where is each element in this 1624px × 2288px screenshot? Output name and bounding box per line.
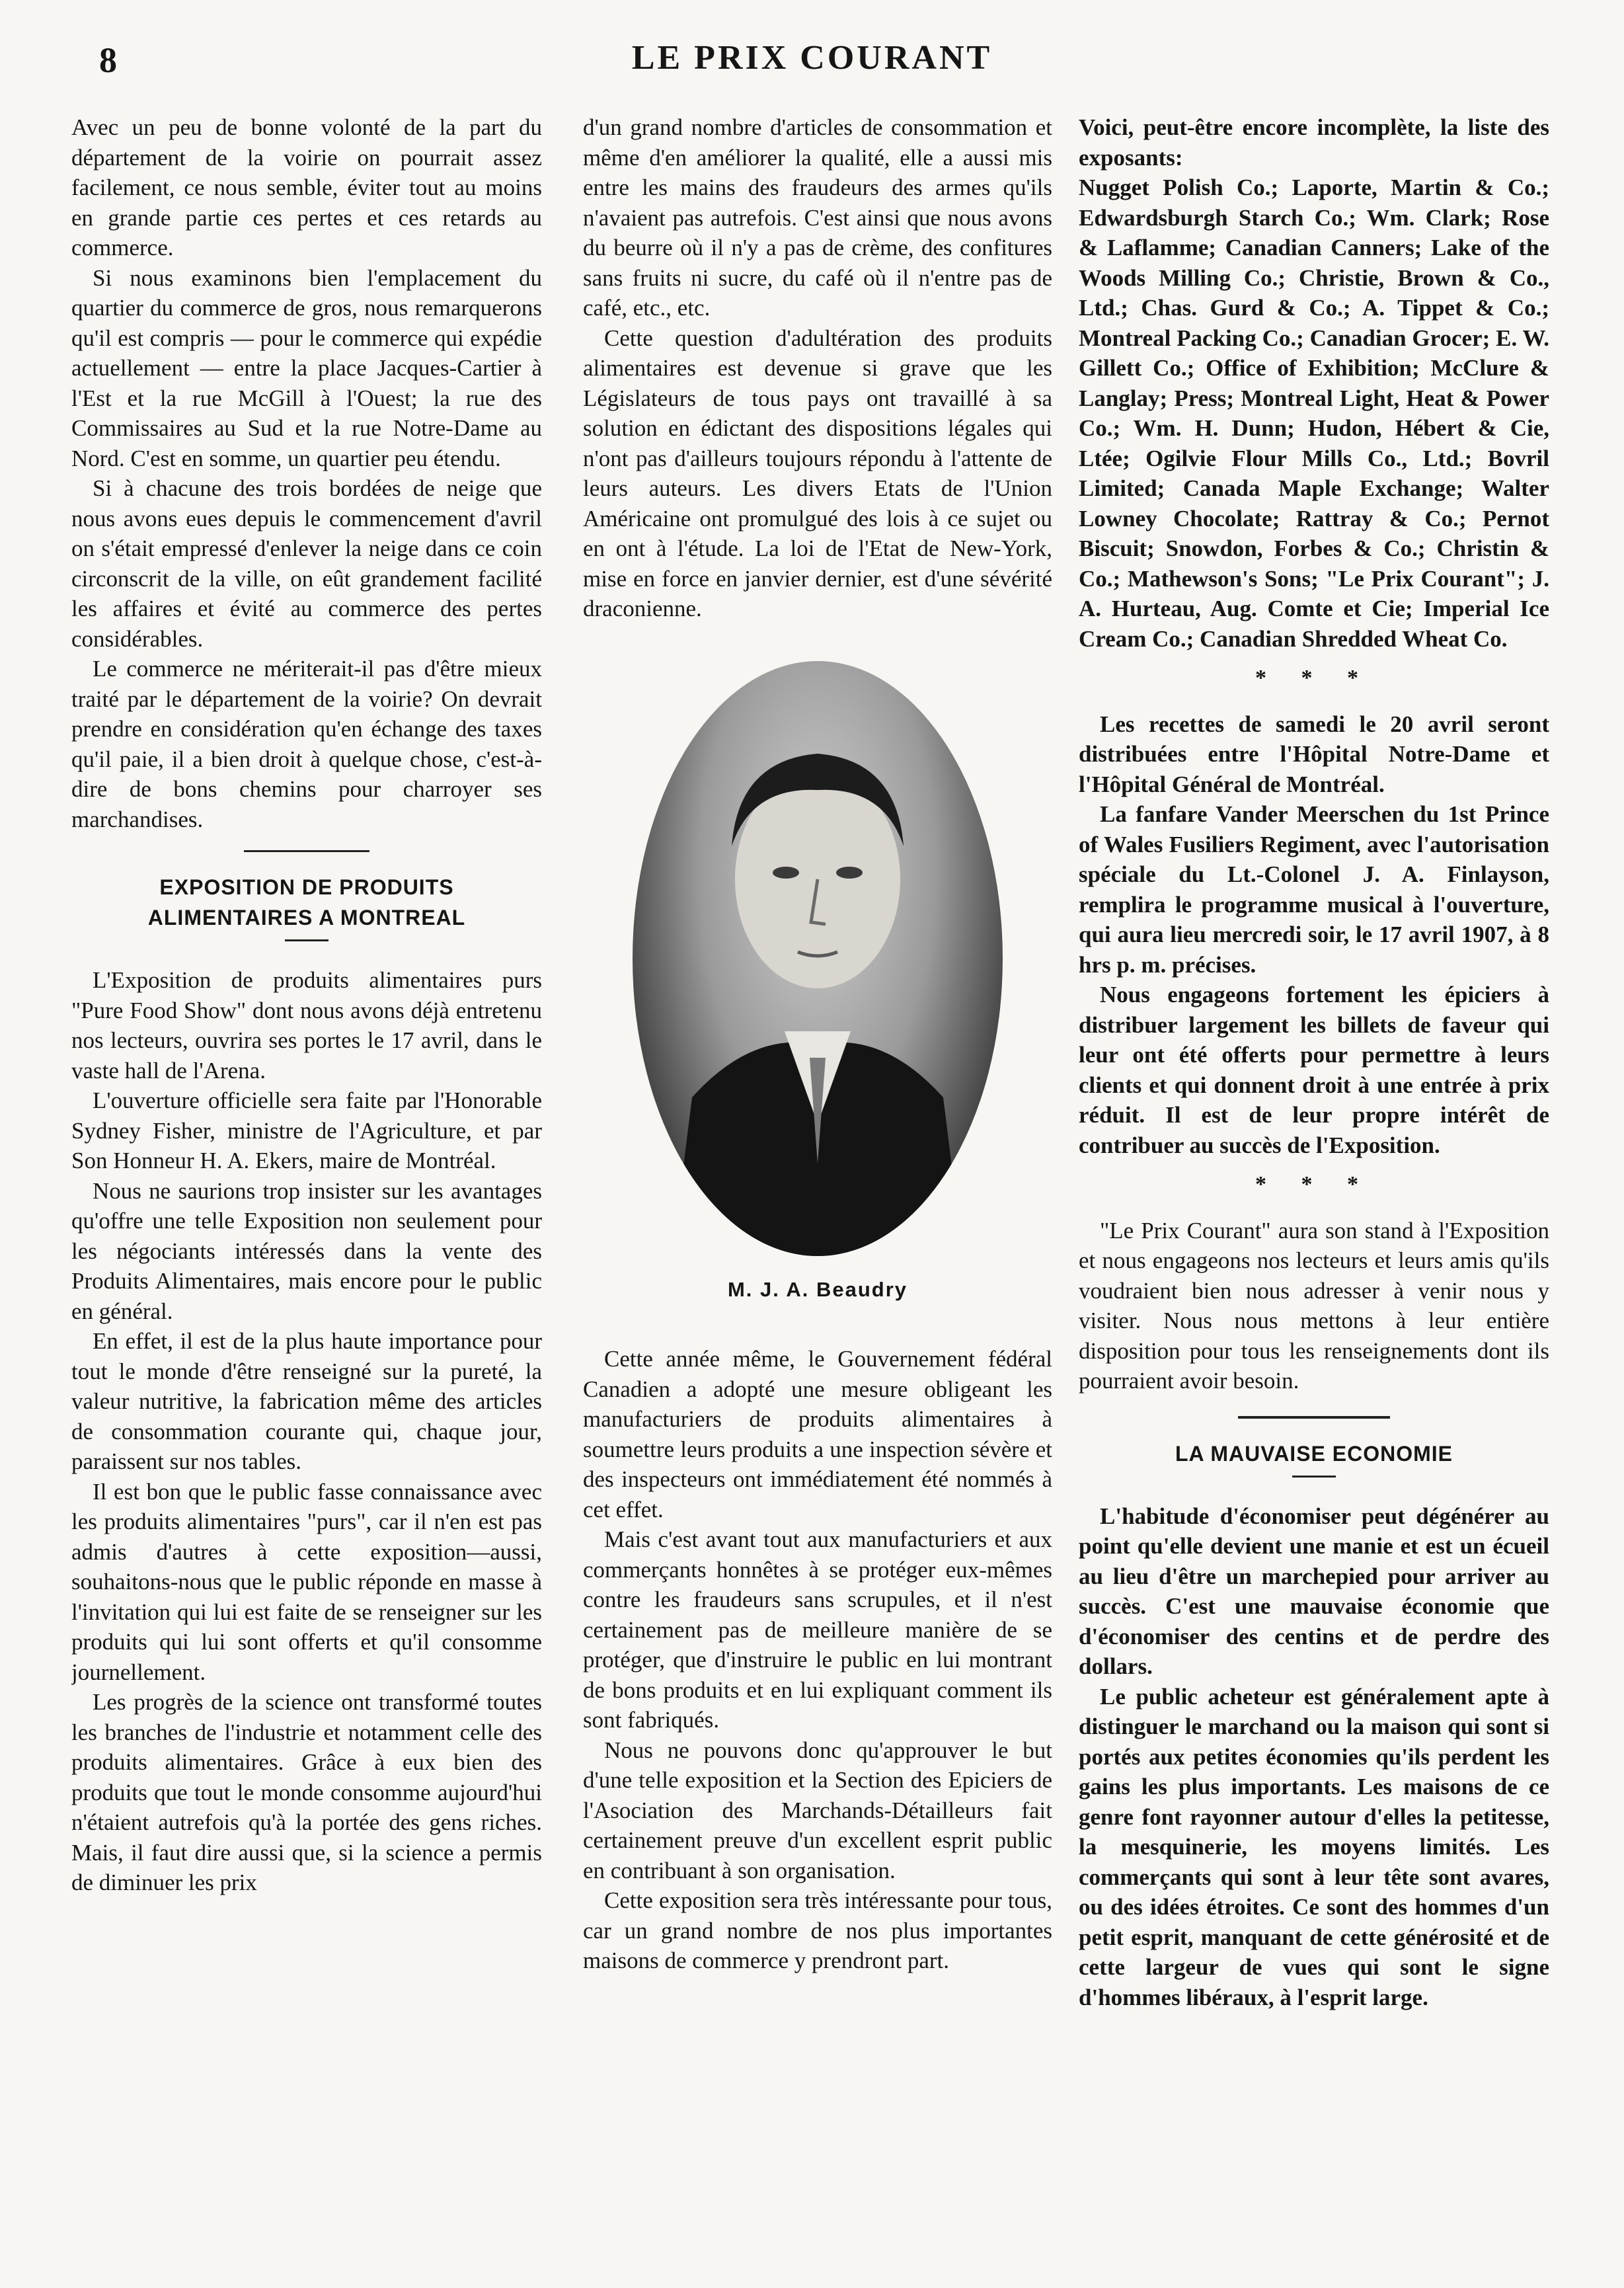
paragraph: Le public acheteur est généralement apte à distinguer le marchand ou la maison qui sont si portés aux petites économies qu'ils perdent les gains les plus importants. Les maisons de ce genre font rayonner autour d'elles la petitesse, la mesquinerie, les moyens limités. Les commerçants qui sont à leur tête sont avares, ou des idées étroites. Ce sont des hommes d'un petit esprit, manquant de cette générosité et de cette largeur de vues qui sont le signe d'hommes libéraux, à l'esprit large.	[1079, 1683, 1549, 2010]
exposition-heading: EXPOSITION DE PRODUITS ALIMENTAIRES A MONTREAL	[147, 875, 466, 929]
paragraph: Mais c'est avant tout aux manufacturiers et aux commerçants honnêtes à se protéger eux-mêmes contre les fraudeurs sans scrupules, et il n'est certainement pas de meilleure manière de se protéger, que d'instruire le public en lui montrant de bons produits et en lui expliquant comment ils sont fabriqués.	[583, 1526, 1052, 1733]
exhibitor-list: Nugget Polish Co.; Laporte, Martin & Co.; Edwardsburgh Starch Co.; Wm. Clark; Rose & Laflamme; Canadian Canners; Lake of the Woods Milling Co.; Christie, Brown & Co., Ltd.; Chas. Gurd & Co.; A. Tippet & Co.; Montreal Packing Co.; Canadian Grocer; E. W. Gillett Co.; Office of Exhibition; McClure & Langlay; Press; Montreal Light, Heat & Power Co.; Wm. H. Dunn; Hudon, Hébert & Cie, Ltée; Ogilvie Flour Mills Co., Ltd.; Bovril Limited; Canada Maple Exchange; Walter Lowney Chocolate; Rattray & Co.; Pernot Biscuit; Snowdon, Forbes & Co.; Christin & Co.; Mathewson's Sons; "Le Prix Courant"; J. A. Hurteau, Aug. Comte et Cie; Imperial Ice Cream Co.; Canadian Shredded Wheat Co.	[1079, 175, 1549, 652]
paragraph: Avec un peu de bonne volonté de la part du département de la voirie on pourrait assez facilement, ce nous semble, éviter tout au moins en grande partie ces pertes et ces retards au commerce.	[71, 114, 542, 260]
section-separator: * * *	[1255, 666, 1373, 690]
paragraph: Voici, peut-être encore incomplète, la liste des exposants:	[1079, 114, 1549, 171]
economie-heading: LA MAUVAISE ECONOMIE	[1175, 1441, 1453, 1466]
page-number: 8	[99, 40, 117, 80]
divider	[1238, 1416, 1390, 1419]
paragraph: Cette question d'adultération des produits alimentaires est devenue si grave que les Législateurs de tous pays ont travaillé à sa solution en édictant des dispositions légales qui n'ont pas d'ailleurs toujours répondu à l'attente de leurs auteurs. Les divers Etats de l'Union Américaine ont promulgué des lois à ce sujet ou en ont à l'étude. La loi de l'Etat de New-York, mise en force en janvier dernier, est d'une sévérité draconienne.	[583, 325, 1052, 621]
paragraph: La fanfare Vander Meerschen du 1st Prince of Wales Fusiliers Regiment, avec l'autorisation spéciale du Lt.-Colonel J. A. Finlayson, remplira le programme musical à l'ouverture, qui aura lieu mercredi soir, le 17 avril 1907, à 8 hrs p. m. précises.	[1079, 801, 1549, 978]
portrait-photo	[633, 661, 1003, 1256]
divider	[285, 939, 329, 941]
masthead-title: LE PRIX COURANT	[631, 39, 993, 77]
paragraph: Les progrès de la science ont transformé toutes les branches de l'industrie et notamment celle des produits alimentaires. Grâce à eux bien des produits que tout le monde consomme aujourd'hui n'étaient autrefois qu'à la portée des gens riches. Mais, il faut dire aussi que, si la science a permis de diminuer les prix	[71, 1689, 542, 1895]
column-right	[1079, 112, 1549, 2248]
column-middle	[583, 112, 1052, 2248]
paragraph: Le commerce ne mériterait-il pas d'être mieux traité par le département de la voirie? On devrait prendre en considération qu'en échange des taxes qu'il paie, il a bien droit à quelque chose, c'est-à-dire de bons chemins pour charroyer ses marchandises.	[71, 656, 542, 832]
paragraph: Nous ne pouvons donc qu'approuver le but d'une telle exposition et la Section des Epiciers de l'Asociation des Marchands-Détailleurs fait certainement preuve d'un excellent esprit public en contribuant à son organisation.	[583, 1737, 1052, 1883]
portrait-caption: M. J. A. Beaudry	[727, 1277, 908, 1301]
paragraph: Si à chacune des trois bordées de neige que nous avons eues depuis le commencement d'avril on s'était empressé d'enlever la neige dans ce coin circonscrit de la ville, on eût grandement facilité les affaires et évité au commerce des pertes considérables.	[71, 475, 542, 652]
paragraph: d'un grand nombre d'articles de consommation et même d'en améliorer la qualité, elle a aussi mis entre les mains des fraudeurs des armes qu'ils n'avaient pas autrefois. C'est ainsi que nous avons du beurre où il n'y a pas de crème, des confitures sans fruits ni sucre, du café où il n'entre pas de café, etc., etc.	[583, 114, 1052, 321]
divider	[244, 850, 369, 852]
paragraph: Si nous examinons bien l'emplacement du quartier du commerce de gros, nous remarquerons qu'il est compris — pour le commerce qui expédie actuellement — entre la place Jacques-Cartier à l'Est et la rue McGill à l'Ouest; la rue des Commissaires au Sud et la rue Notre-Dame au Nord. C'est en somme, un quartier peu étendu.	[71, 264, 542, 471]
paragraph: Cette année même, le Gouvernement fédéral Canadien a adopté une mesure obligeant les manufacturiers de produits alimentaires à soumettre leurs produits a une inspection sévère et des inspecteurs ont immédiatement été nommés à cet effet.	[583, 1346, 1052, 1522]
column-left	[71, 112, 542, 2248]
paragraph: Cette exposition sera très intéressante pour tous, car un grand nombre de nos plus importantes maisons de commerce y prendront part.	[583, 1887, 1052, 1973]
paragraph: Il est bon que le public fasse connaissance avec les produits alimentaires "purs", car il n'en est pas admis d'autres à cette exposition—aussi, souhaitons-nous que le public réponde en masse à l'invitation qui lui est faite de se renseigner sur les produits qui lui sont offerts et qu'il consomme journellement.	[71, 1478, 542, 1685]
paragraph: L'Exposition de produits alimentaires purs "Pure Food Show" dont nous avons déjà entretenu nos lecteurs, ouvrira ses portes le 17 avril, dans le vaste hall de l'Arena.	[71, 967, 542, 1084]
portrait-figure	[633, 661, 1003, 1256]
paragraph: En effet, il est de la plus haute importance pour tout le monde d'être renseigné sur la pureté, la valeur nutritive, la fabrication même des articles de consommation courante qui, chaque jour, paraissent sur nos tables.	[71, 1328, 542, 1474]
section-separator: * * *	[1255, 1172, 1373, 1197]
divider	[1292, 1476, 1336, 1478]
paragraph: Nous ne saurions trop insister sur les avantages qu'offre une telle Exposition non seulement pour les négociants intéressés dans la vente des Produits Alimentaires, mais encore pour le public en général.	[71, 1177, 542, 1324]
paragraph: L'ouverture officielle sera faite par l'Honorable Sydney Fisher, ministre de l'Agriculture, et par Son Honneur H. A. Ekers, maire de Montréal.	[71, 1087, 542, 1173]
paragraph: Nous engageons fortement les épiciers à distribuer largement les billets de faveur qui leur ont été offerts pour permettre à leurs clients et qui donnent droit à une entrée à prix réduit. Il est de leur propre intérêt de contribuer au succès de l'Exposition.	[1079, 982, 1549, 1158]
paragraph: Les recettes de samedi le 20 avril seront distribuées entre l'Hôpital Notre-Dame et l'Hôpital Général de Montréal.	[1079, 711, 1549, 797]
paragraph: "Le Prix Courant" aura son stand à l'Exposition et nous engageons nos lecteurs et leurs amis qu'ils voudraient bien nous adresser à venir nous y visiter. Nous nous mettons à leur entière disposition pour tous les renseignements dont ils pourraient avoir besoin.	[1079, 1217, 1549, 1394]
paragraph: L'habitude d'économiser peut dégénérer au point qu'elle devient une manie et est un écueil au lieu d'être un marchepied pour arriver au succès. C'est une mauvaise économie que d'économiser des centins et de perdre des dollars.	[1079, 1503, 1549, 1679]
